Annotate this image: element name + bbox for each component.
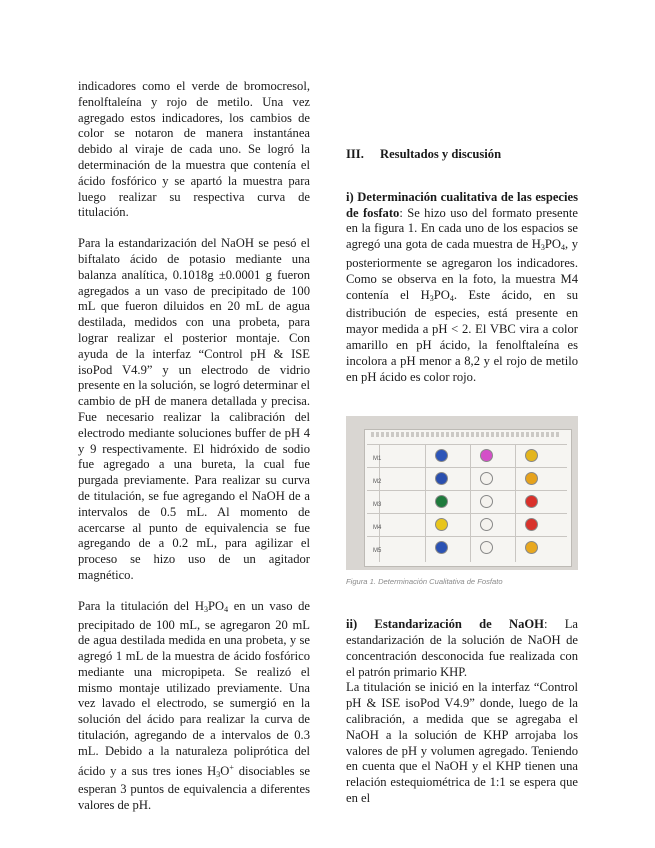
indicator-spot [480,541,493,554]
sheet-header-text [371,432,561,437]
section-heading [346,147,578,163]
indicator-spot [525,472,538,485]
indicator-spot [525,495,538,508]
indicator-spot [525,449,538,462]
section-title: Resultados y discusión [380,147,502,161]
row-label: M2 [373,479,382,486]
indicator-spot [480,518,493,531]
indicator-spot [435,541,448,554]
paragraph-naoh-standardization: Para la estandarización del NaOH se pesó el biftalato ácido de potasio mediante una balanza analítica, 0.1018g ±0.0001 g fueron agregados a un vaso de precipitado de 100 mL que fueron diluidos en 20 mL de agua destilada, medidos con una probeta, para lograr realizar el posterior montaje. Con ayuda de la interfaz “Control pH & ISE isoPod V4.9” y un electrodo de vidrio presente en la solución, se logró determinar el cambio de pH de manera detallada y precisa. Fue necesario realizar la calibración del electrodo mediante soluciones buffer de pH 4 y 9 respectivamente. El hidróxido de sodio fue agregado a una bureta, la cual fue purgada previamente. Para realizar su curva de titulación, se fue agregando el NaOH de a intervalos de 0.5 mL. Al momento de acercarse al punto de equivalencia se fue agregando de a 0.2 mL, para agilizar el proceso se hizo uso de un agitador magnético. [78,236,310,582]
paragraph-naoh-standardization-results: ii) Estandarización de NaOH: La estandarización de la solución de NaOH de concentración desconocida fue realizada con el patrón primario KHP. [346,617,578,679]
grid-line [425,444,426,562]
paragraph-indicators: indicadores como el verde de bromocresol, fenolftaleína y rojo de metilo. Una vez agregado estos indicadores, los cambios de color se notaron de manera instantánea debido al viraje de cada uno. Se logró la determinación de la muestra que contenía el ácido fosfórico y se apartó la muestra para luego realizar su respectiva curva de titulación. [78,79,310,220]
paragraph-h3po4-titration: Para la titulación del $H_3PO_4$ en un vaso de precipitado de 100 mL, se agregaron 20 mL de agua destilada medida en una probeta, y se agregó 1 mL de la muestra de ácido fosfórico mediante una micropipeta. Se realizó el mismo montaje utilizado previamente. Una vez lavado el electrodo, se sumergió en la solución del ácido para realizar la curva de titulación, agregando de a intervalos de 0.3 mL. Debido a la naturaleza poliprótica del ácido y a sus tres iones $H_3O^+$ disociables se esperan 3 puntos de equivalencia a diferentes valores de pH. [78,598,311,813]
indicator-spot [435,518,448,531]
right-column [346,79,578,807]
subheading-naoh: ii) Estandarización de NaOH [346,617,544,632]
row-label: M5 [373,548,382,555]
grid-line [367,490,567,491]
indicator-spot [480,495,493,508]
paragraph-titulation-interface: La titulación se inició en la interfaz “Control pH & ISE isoPod V4.9” donde, luego de la calibración, a medida que se agregaba el NaOH a la solución de KHP arrojaba los valores de pH y volumen agregado. Teniendo en cuenta que el NaOH y el KHP tienen una relación estequiométrica de 1:1 se espera que en el [346,680,578,805]
grid-line [367,444,567,445]
indicator-spot [480,449,493,462]
section-number: III. [346,147,364,161]
figure-photo [346,416,578,570]
figure-caption: Figura 1. Determinación Cualitativa de Fosfato [346,577,503,587]
indicator-spot [435,449,448,462]
grid-line [367,513,567,514]
grid-line [367,536,567,537]
indicator-spot [525,541,538,554]
indicator-spot [435,472,448,485]
row-label: M3 [373,502,382,509]
grid-line [470,444,471,562]
row-label: M4 [373,525,382,532]
paragraph-qualitative: i) Determinación cualitativa de las especies de fosfato: Se hizo uso del formato presente en la figura 1. En cada uno de los espacios se agregó una gota de cada muestra de $H_3PO_4$, y posteriormente se agregaron los indicadores. Como se observa en la foto, la muestra M4 contenía el $H_3PO_4$. Este ácido, en su distribución de especies, está presente en mayor medida a pH < 2. El VBC vira a color amarillo en pH ácido, la fenolftaleína es incolora a pH menor a 8,2 y el rojo de metilo en pH ácido es color rojo. [346,189,579,384]
indicator-spot [480,472,493,485]
grid-line [367,467,567,468]
indicator-spot [435,495,448,508]
spot-plate-sheet [364,429,572,567]
row-label: M1 [373,456,382,463]
grid-line [515,444,516,562]
indicator-spot [525,518,538,531]
subheading-qualitative: i) Determinación cualitativa de las especies de fosfato [346,189,578,220]
left-column [78,79,310,814]
